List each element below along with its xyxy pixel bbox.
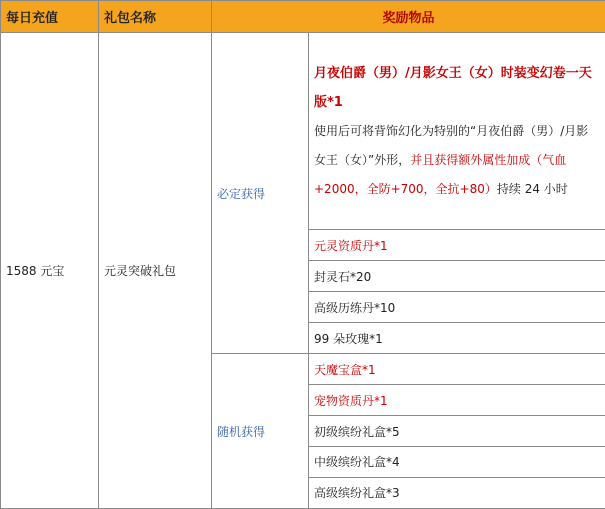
package-name: 元灵突破礼包: [99, 33, 212, 509]
costume-reward-cell: [309, 33, 605, 230]
table-row: [1, 33, 605, 230]
group-random-label: 随机获得: [212, 354, 309, 509]
header-reward-items: 奖励物品: [212, 1, 605, 33]
random-item: 初级缤纷礼盒*5: [309, 416, 605, 447]
random-item: 高级缤纷礼盒*3: [309, 477, 605, 508]
costume-desc-suffix: 持续 24 小时: [496, 181, 568, 196]
guaranteed-item: 99 朵玫瑰*1: [309, 323, 605, 354]
costume-desc-prefix: 使用后可将背饰幻化为特别的“月夜伯爵（男）/月影女王（女）”外形，: [314, 123, 589, 167]
guaranteed-item: 封灵石*20: [309, 261, 605, 292]
header-package-name: 礼包名称: [99, 1, 212, 33]
random-item: 宠物资质丹*1: [309, 385, 605, 416]
random-item: 中级缤纷礼盒*4: [309, 446, 605, 477]
group-guaranteed-label: 必定获得: [212, 33, 309, 354]
costume-title: 月夜伯爵（男）/月影女王（女）时装变幻卷一天版*1: [314, 65, 592, 110]
recharge-amount: 1588 元宝: [1, 33, 99, 509]
table-header-row: [1, 1, 605, 33]
costume-description: [314, 117, 600, 204]
header-daily-recharge: 每日充值: [1, 1, 99, 33]
guaranteed-item: 元灵资质丹*1: [309, 230, 605, 261]
costume-desc-bonus: 并且获得额外属性加成（气血+2000，全防+700，全抗+80）: [314, 152, 567, 196]
random-item: 天魔宝盒*1: [309, 354, 605, 385]
guaranteed-item: 高级历练丹*10: [309, 292, 605, 323]
